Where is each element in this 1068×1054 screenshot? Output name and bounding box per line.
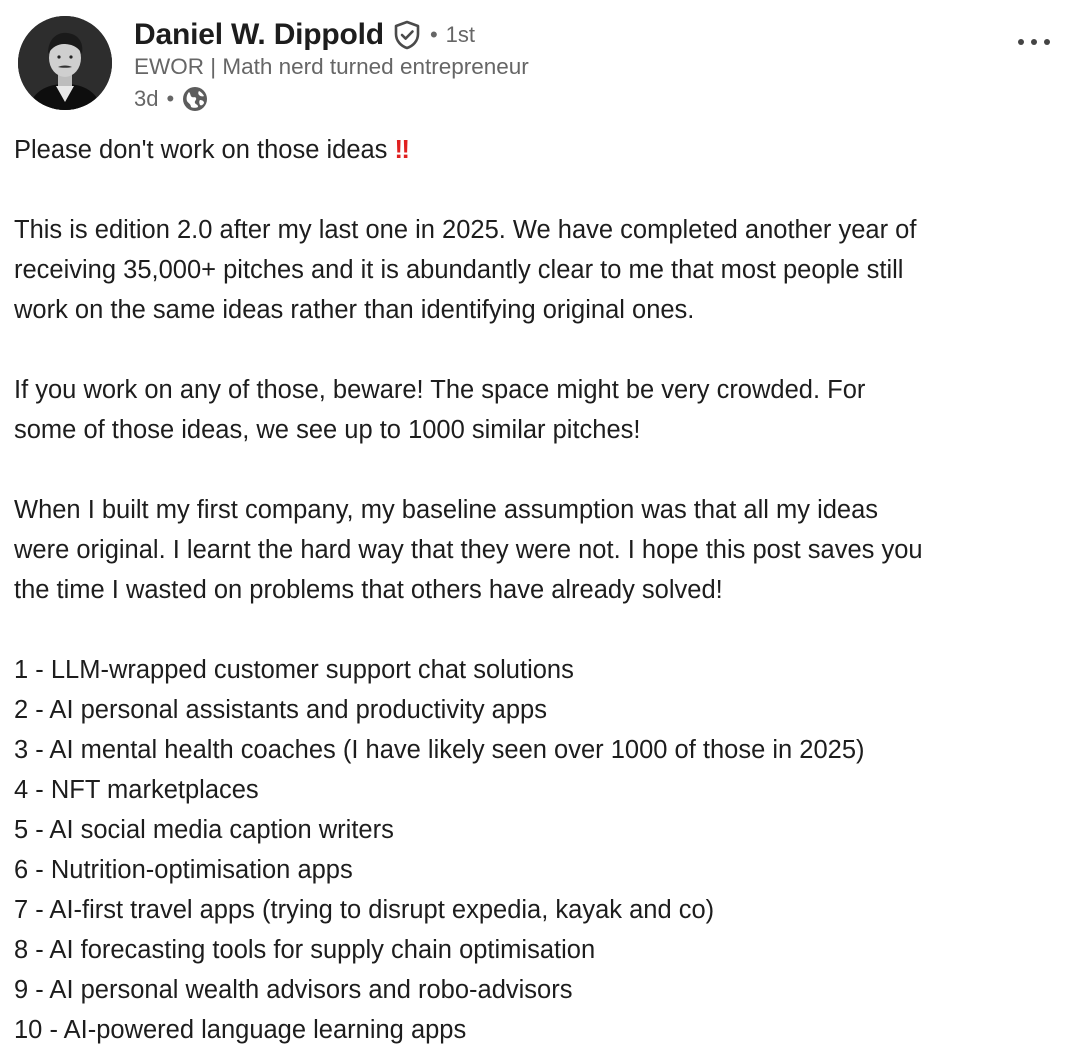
more-options-button[interactable] [1014,30,1054,54]
author-name[interactable]: Daniel W. Dippold [134,18,384,51]
list-item: 5 - AI social media caption writers [14,816,394,844]
list-item: 6 - Nutrition-optimisation apps [14,856,353,884]
post-header [18,14,1068,114]
list-item: 1 - LLM-wrapped customer support chat solutions [14,656,574,684]
avatar-photo-icon [18,16,112,110]
post-title-line [14,130,1059,170]
blank-line [14,610,1059,650]
double-exclamation-icon: ‼ [394,136,408,164]
post-body [14,130,1059,1050]
list-item: 3 - AI mental health coaches (I have likely seen over 1000 of those in 2025) [14,736,865,764]
more-horizontal-icon [1017,38,1051,46]
globe-icon [182,86,208,112]
paragraph-line: If you work on any of those, beware! The space might be very crowded. For [14,376,866,404]
paragraph-line: This is edition 2.0 after my last one in 2025. We have completed another year of [14,216,917,244]
list-item: 4 - NFT marketplaces [14,776,259,804]
paragraph-line: work on the same ideas rather than identifying original ones. [14,296,695,324]
paragraph-line: some of those ideas, we see up to 1000 similar pitches! [14,416,641,444]
connection-degree: 1st [445,22,475,47]
blank-line [14,330,1059,370]
paragraph-line: the time I wasted on problems that others have already solved! [14,576,723,604]
meta-separator: • [166,86,175,111]
blank-line [14,450,1059,490]
name-row [134,16,475,54]
paragraph-line: were original. I learnt the hard way that they were not. I hope this post saves you [14,536,923,564]
list-item: 10 - AI-powered language learning apps [14,1016,467,1044]
list-item: 2 - AI personal assistants and productivity apps [14,696,547,724]
blank-line [14,170,1059,210]
post-title: Please don't work on those ideas [14,136,388,164]
avatar[interactable] [18,16,112,110]
author-headline: EWOR | Math nerd turned entrepreneur [134,54,529,79]
post-meta [134,84,208,114]
paragraph-line: receiving 35,000+ pitches and it is abundantly clear to me that most people still [14,256,904,284]
paragraph-line: When I built my first company, my baseline assumption was that all my ideas [14,496,879,524]
verified-shield-icon [392,20,422,50]
list-item: 8 - AI forecasting tools for supply chain optimisation [14,936,596,964]
post-time[interactable]: 3d [134,86,159,111]
list-item: 7 - AI-first travel apps (trying to disrupt expedia, kayak and co) [14,896,715,924]
list-item: 9 - AI personal wealth advisors and robo-advisors [14,976,573,1004]
degree-separator: • [429,22,438,47]
